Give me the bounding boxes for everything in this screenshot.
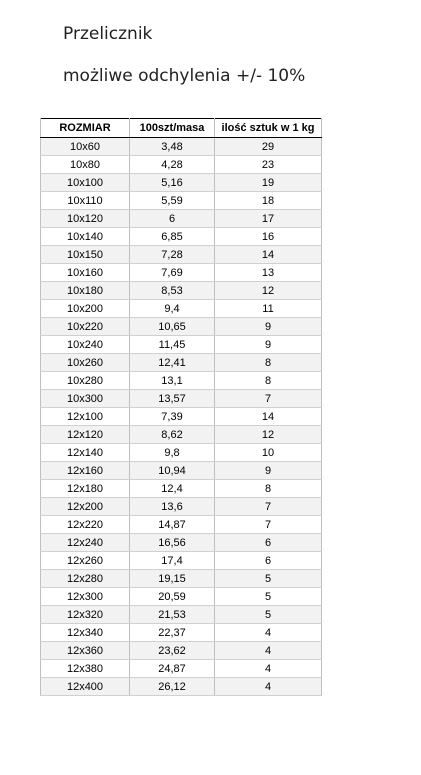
weight-cell: 20,59 xyxy=(130,588,215,606)
size-cell: 10x110 xyxy=(41,192,130,210)
weight-cell: 8,53 xyxy=(130,282,215,300)
weight-cell: 8,62 xyxy=(130,426,215,444)
size-cell: 10x160 xyxy=(41,264,130,282)
weight-cell: 9,4 xyxy=(130,300,215,318)
count-cell: 9 xyxy=(215,462,322,480)
size-cell: 10x100 xyxy=(41,174,130,192)
count-cell: 18 xyxy=(215,192,322,210)
weight-cell: 7,69 xyxy=(130,264,215,282)
weight-cell: 13,1 xyxy=(130,372,215,390)
weight-cell: 5,16 xyxy=(130,174,215,192)
size-cell: 12x340 xyxy=(41,624,130,642)
weight-cell: 7,39 xyxy=(130,408,215,426)
count-cell: 23 xyxy=(215,156,322,174)
size-cell: 10x300 xyxy=(41,390,130,408)
weight-cell: 5,59 xyxy=(130,192,215,210)
column-header-size: ROZMIAR xyxy=(41,119,130,138)
weight-cell: 11,45 xyxy=(130,336,215,354)
size-cell: 12x320 xyxy=(41,606,130,624)
weight-cell: 12,41 xyxy=(130,354,215,372)
table-row xyxy=(41,264,322,282)
weight-cell: 9,8 xyxy=(130,444,215,462)
size-cell: 12x100 xyxy=(41,408,130,426)
size-cell: 12x120 xyxy=(41,426,130,444)
table-row xyxy=(41,408,322,426)
size-cell: 12x240 xyxy=(41,534,130,552)
count-cell: 7 xyxy=(215,516,322,534)
weight-cell: 6 xyxy=(130,210,215,228)
count-cell: 4 xyxy=(215,678,322,696)
table-row xyxy=(41,390,322,408)
size-cell: 10x120 xyxy=(41,210,130,228)
size-cell: 10x140 xyxy=(41,228,130,246)
count-cell: 4 xyxy=(215,642,322,660)
weight-cell: 22,37 xyxy=(130,624,215,642)
count-cell: 5 xyxy=(215,570,322,588)
weight-cell: 10,65 xyxy=(130,318,215,336)
size-cell: 12x260 xyxy=(41,552,130,570)
table-row xyxy=(41,678,322,696)
table-row xyxy=(41,138,322,156)
count-cell: 19 xyxy=(215,174,322,192)
table-row xyxy=(41,354,322,372)
size-cell: 12x140 xyxy=(41,444,130,462)
size-cell: 10x240 xyxy=(41,336,130,354)
size-cell: 12x280 xyxy=(41,570,130,588)
table-row xyxy=(41,282,322,300)
weight-cell: 17,4 xyxy=(130,552,215,570)
count-cell: 12 xyxy=(215,282,322,300)
weight-cell: 26,12 xyxy=(130,678,215,696)
table-row xyxy=(41,246,322,264)
count-cell: 29 xyxy=(215,138,322,156)
size-cell: 10x260 xyxy=(41,354,130,372)
table-row xyxy=(41,660,322,678)
table-row xyxy=(41,552,322,570)
size-cell: 12x400 xyxy=(41,678,130,696)
table-row xyxy=(41,462,322,480)
table-row xyxy=(41,156,322,174)
header-row xyxy=(41,119,322,138)
weight-cell: 6,85 xyxy=(130,228,215,246)
table-row xyxy=(41,444,322,462)
size-cell: 12x360 xyxy=(41,642,130,660)
size-cell: 12x300 xyxy=(41,588,130,606)
count-cell: 9 xyxy=(215,318,322,336)
size-cell: 12x180 xyxy=(41,480,130,498)
table-row xyxy=(41,336,322,354)
count-cell: 11 xyxy=(215,300,322,318)
column-header-count: ilość sztuk w 1 kg xyxy=(215,119,322,138)
count-cell: 6 xyxy=(215,552,322,570)
size-cell: 12x380 xyxy=(41,660,130,678)
size-cell: 10x150 xyxy=(41,246,130,264)
weight-cell: 12,4 xyxy=(130,480,215,498)
count-cell: 8 xyxy=(215,480,322,498)
weight-cell: 19,15 xyxy=(130,570,215,588)
count-cell: 17 xyxy=(215,210,322,228)
weight-cell: 7,28 xyxy=(130,246,215,264)
count-cell: 7 xyxy=(215,498,322,516)
count-cell: 13 xyxy=(215,264,322,282)
table-row xyxy=(41,228,322,246)
table-row xyxy=(41,534,322,552)
count-cell: 5 xyxy=(215,588,322,606)
conversion-table xyxy=(40,118,322,696)
table-row xyxy=(41,174,322,192)
size-cell: 12x160 xyxy=(41,462,130,480)
table-row xyxy=(41,642,322,660)
count-cell: 4 xyxy=(215,624,322,642)
weight-cell: 3,48 xyxy=(130,138,215,156)
table-row xyxy=(41,300,322,318)
weight-cell: 4,28 xyxy=(130,156,215,174)
weight-cell: 13,57 xyxy=(130,390,215,408)
count-cell: 6 xyxy=(215,534,322,552)
table-body xyxy=(41,138,322,696)
count-cell: 10 xyxy=(215,444,322,462)
table-header xyxy=(41,119,322,138)
count-cell: 5 xyxy=(215,606,322,624)
size-cell: 10x80 xyxy=(41,156,130,174)
table-row xyxy=(41,498,322,516)
size-cell: 12x200 xyxy=(41,498,130,516)
table-row xyxy=(41,372,322,390)
column-header-weight: 100szt/masa xyxy=(130,119,215,138)
count-cell: 12 xyxy=(215,426,322,444)
count-cell: 8 xyxy=(215,354,322,372)
size-cell: 10x180 xyxy=(41,282,130,300)
page-title: Przelicznik xyxy=(63,24,153,44)
table-row xyxy=(41,570,322,588)
table-row xyxy=(41,588,322,606)
count-cell: 4 xyxy=(215,660,322,678)
table-row xyxy=(41,480,322,498)
weight-cell: 10,94 xyxy=(130,462,215,480)
table-row xyxy=(41,192,322,210)
table-row xyxy=(41,624,322,642)
count-cell: 14 xyxy=(215,408,322,426)
tolerance-note: możliwe odchylenia +/- 10% xyxy=(63,66,306,86)
conversion-table-container xyxy=(40,118,322,696)
count-cell: 9 xyxy=(215,336,322,354)
size-cell: 10x220 xyxy=(41,318,130,336)
weight-cell: 23,62 xyxy=(130,642,215,660)
table-row xyxy=(41,318,322,336)
size-cell: 12x220 xyxy=(41,516,130,534)
count-cell: 7 xyxy=(215,390,322,408)
table-row xyxy=(41,210,322,228)
size-cell: 10x200 xyxy=(41,300,130,318)
weight-cell: 14,87 xyxy=(130,516,215,534)
weight-cell: 16,56 xyxy=(130,534,215,552)
weight-cell: 21,53 xyxy=(130,606,215,624)
table-row xyxy=(41,606,322,624)
size-cell: 10x60 xyxy=(41,138,130,156)
size-cell: 10x280 xyxy=(41,372,130,390)
count-cell: 8 xyxy=(215,372,322,390)
count-cell: 16 xyxy=(215,228,322,246)
count-cell: 14 xyxy=(215,246,322,264)
weight-cell: 24,87 xyxy=(130,660,215,678)
weight-cell: 13,6 xyxy=(130,498,215,516)
table-row xyxy=(41,426,322,444)
table-row xyxy=(41,516,322,534)
